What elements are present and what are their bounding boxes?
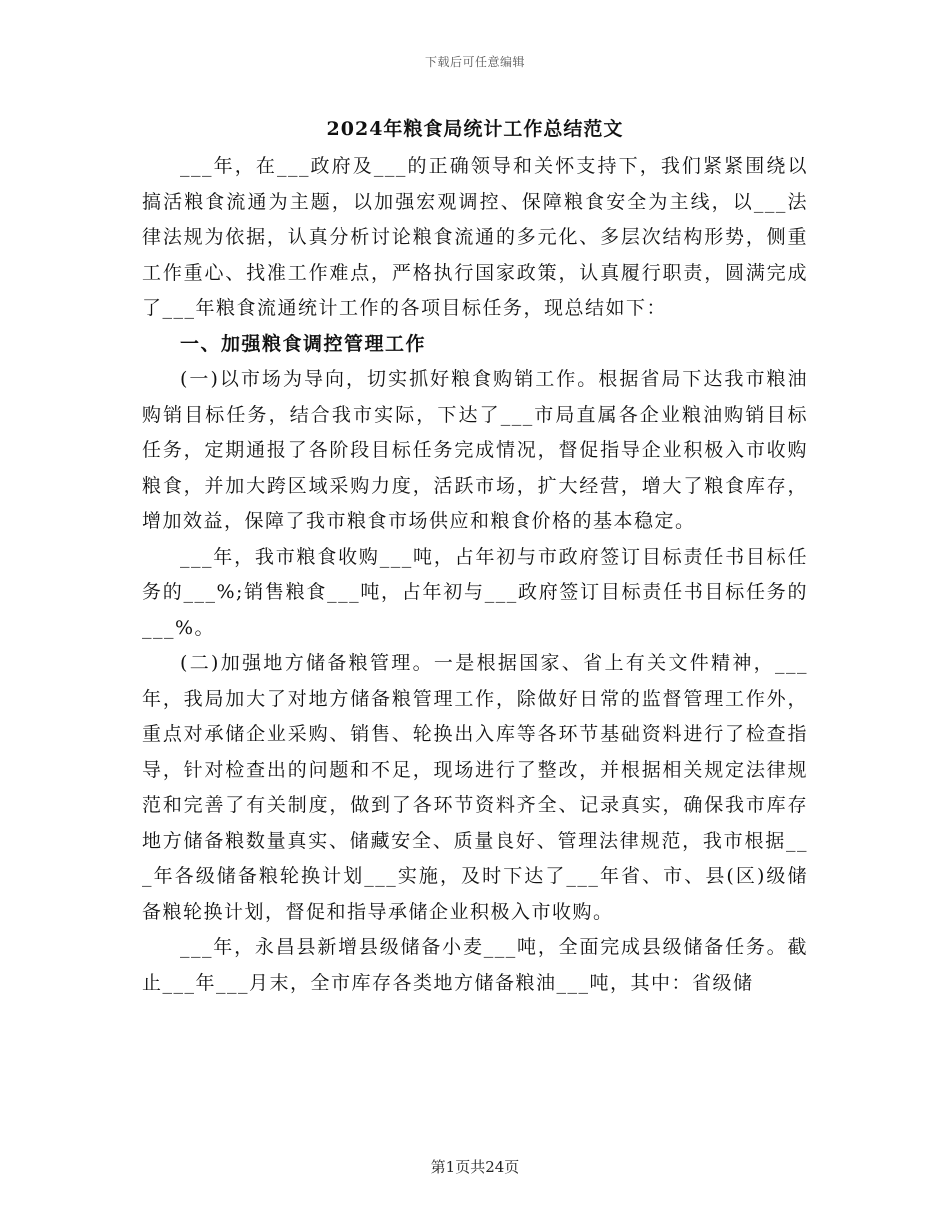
body-paragraph-purchase-stats: ___年，我市粮食收购___吨，占年初与市政府签订目标责任书目标任务的___%;销售粮食___吨，占年初与___政府签订目标责任书目标任务的___%。 [142,545,808,639]
body-paragraph-reserve-stats: ___年，永昌县新增县级储备小麦___吨，全面完成县级储备任务。截止___年___月末，全市库存各类地方储备粮油___吨，其中：省级储 [142,936,808,994]
document-title: 2024年粮食局统计工作总结范文 [326,118,624,140]
section-heading: 一、加强粮食调控管理工作 [180,332,427,355]
body-paragraph-purchase: (一)以市场为导向，切实抓好粮食购销工作。根据省局下达我市粮油购销目标任务，结合我市实际，下达了___市局直属各企业粮油购销目标任务，定期通报了各阶段目标任务完成情况，督促指导企业积极入市收购粮食，并加大跨区域采购力度，活跃市场，扩大经营，增大了粮食库存，增加效益，保障了我市粮食市场供应和粮食价格的基本稳定。 [142,368,808,532]
body-paragraph-intro: ___年，在___政府及___的正确领导和关怀支持下，我们紧紧围绕以搞活粮食流通为主题，以加强宏观调控、保障粮食安全为主线，以___法律法规为依据，认真分析讨论粮食流通的多元化、多层次结构形势，侧重工作重心、找准工作难点，严格执行国家政策，认真履行职责，圆满完成了___年粮食流通统计工作的各项目标任务，现总结如下： [142,155,808,319]
page-number: 第1页共24页 [430,1158,520,1176]
body-paragraph-reserve: (二)加强地方储备粮管理。一是根据国家、省上有关文件精神，___年，我局加大了对地方储备粮管理工作，除做好日常的监督管理工作外，重点对承储企业采购、销售、轮换出入库等各环节基础资料进行了检查指导，针对检查出的问题和不足，现场进行了整改，并根据相关规定法律规范和完善了有关制度，做到了各环节资料齐全、记录真实，确保我市库存地方储备粮数量真实、储藏安全、质量良好、管理法律规范，我市根据___年各级储备粮轮换计划___实施，及时下达了___年省、市、县(区)级储备粮轮换计划，督促和指导承储企业积极入市收购。 [142,652,808,923]
header-note: 下载后可任意编辑 [424,55,525,69]
document-body [142,149,808,1001]
